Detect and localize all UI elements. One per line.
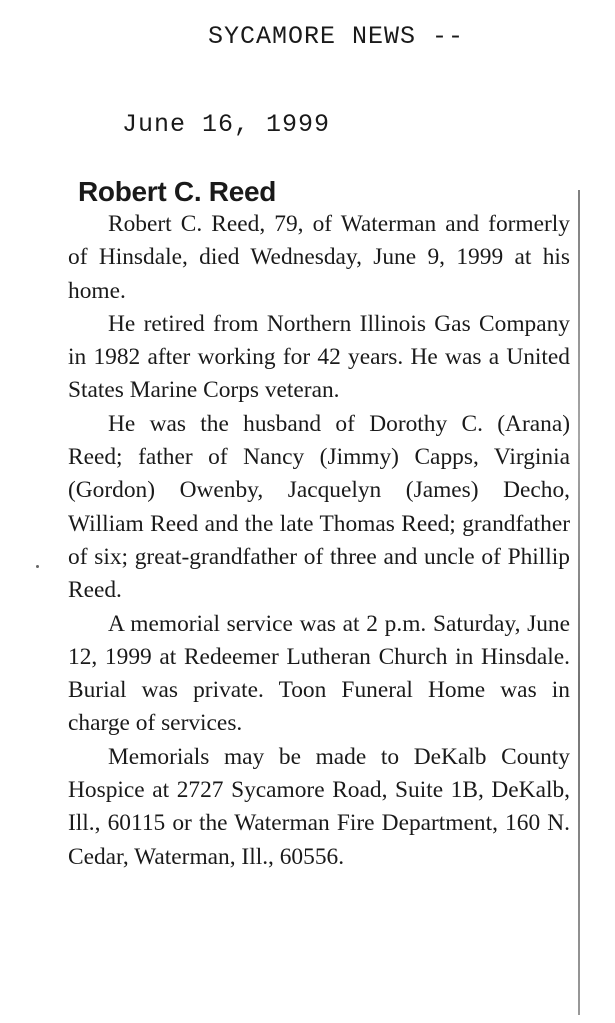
- clipping-edge-rule: [578, 190, 580, 1015]
- paragraph-services: A memorial service was at 2 p.m. Saturday, June 12, 1999 at Redeemer Lutheran Church in Hinsdale. Burial was private. Toon Funeral Home was in charge of services.: [68, 610, 570, 737]
- obituary-body: [60, 208, 570, 874]
- obituary-headline: Robert C. Reed: [78, 176, 277, 207]
- newspaper-source-label: SYCAMORE NEWS --: [208, 22, 465, 51]
- clipping-date: June 16, 1999: [122, 110, 331, 139]
- scan-speck: [36, 565, 39, 568]
- obituary-clipping: [60, 176, 570, 874]
- paragraph-memorials: Memorials may be made to DeKalb County Hospice at 2727 Sycamore Road, Suite 1B, DeKalb, Ill., 60115 or the Waterman Fire Department, 160 N. Cedar, Waterman, Ill., 60556.: [68, 743, 570, 870]
- paragraph-family: He was the husband of Dorothy C. (Arana) Reed; father of Nancy (Jimmy) Capps, Virginia (Gordon) Owenby, Jacquelyn (James) Decho, William Reed and the late Thomas Reed; grandfather of six; great-grandfather of three and uncle of Phillip Reed.: [68, 410, 570, 604]
- paragraph-death-notice: Robert C. Reed, 79, of Waterman and formerly of Hinsdale, died Wednesday, June 9, 1999 at his home.: [68, 211, 570, 304]
- paragraph-career: He retired from Northern Illinois Gas Company in 1982 after working for 42 years. He was a United States Marine Corps veteran.: [68, 310, 570, 404]
